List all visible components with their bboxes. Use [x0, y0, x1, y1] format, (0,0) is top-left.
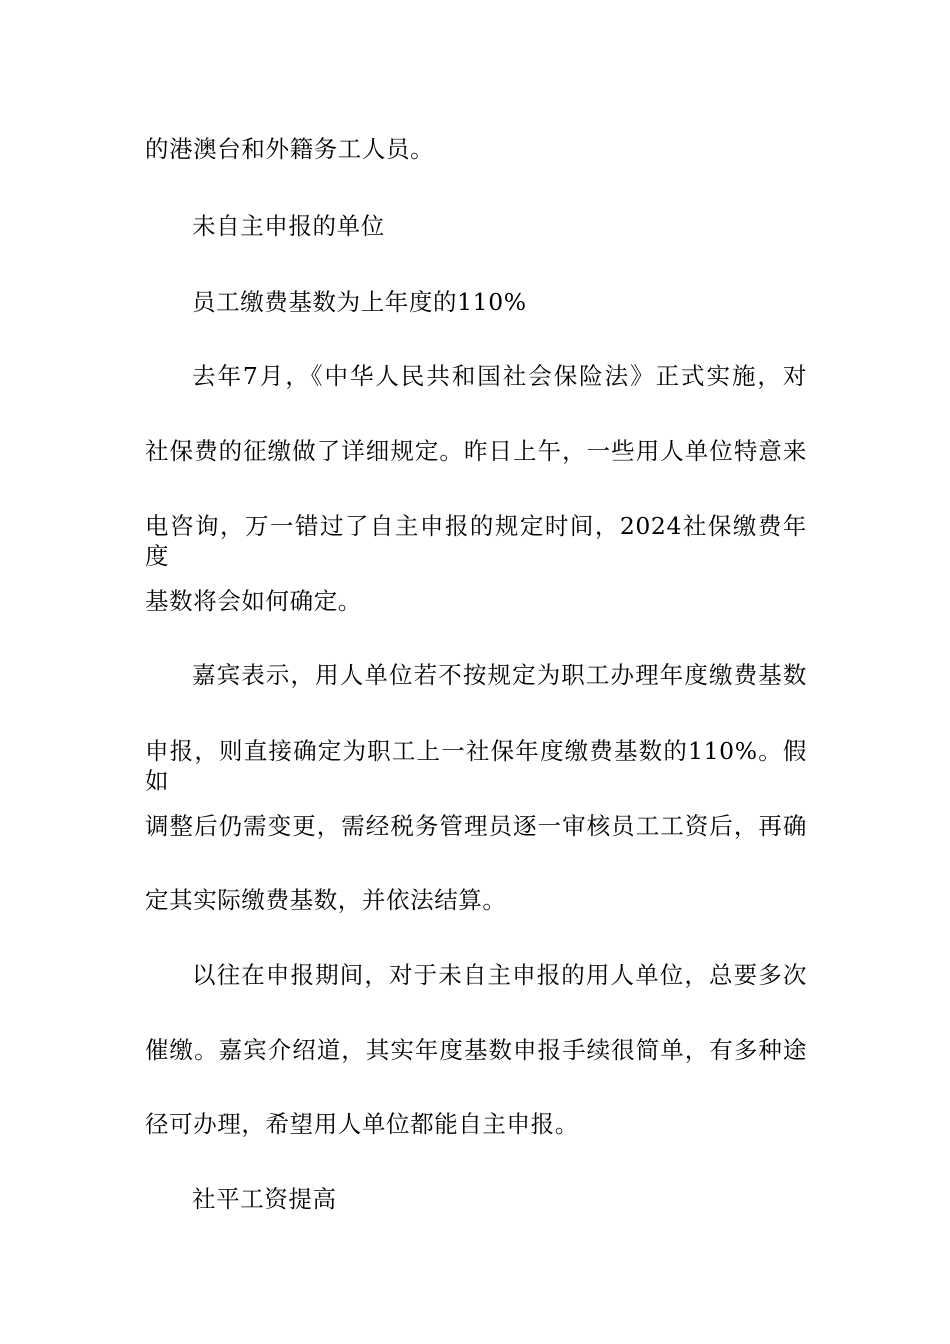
paragraph-line: 嘉宾表示，用人单位若不按规定为职工办理年度缴费基数 [192, 661, 807, 689]
paragraph-line: 社保费的征缴做了详细规定。昨日上午，一些用人单位特意来 [145, 437, 807, 465]
paragraph-line: 催缴。嘉宾介绍道，其实年度基数申报手续很简单，有多种途 [145, 1036, 807, 1064]
paragraph-line: 径可办理，希望用人单位都能自主申报。 [145, 1110, 579, 1138]
paragraph-line: 基数将会如何确定。 [145, 587, 362, 615]
section-heading: 未自主申报的单位 [192, 212, 385, 240]
paragraph-line: 的港澳台和外籍务工人员。 [145, 135, 435, 163]
section-subheading: 员工缴费基数为上年度的110% [192, 288, 527, 316]
paragraph-line: 电咨询，万一错过了自主申报的规定时间，2024社保缴费年度 [145, 512, 807, 570]
paragraph-line: 以往在申报期间，对于未自主申报的用人单位，总要多次 [192, 961, 807, 989]
paragraph-line: 调整后仍需变更，需经税务管理员逐一审核员工工资后，再确 [145, 812, 807, 840]
paragraph-line: 定其实际缴费基数，并依法结算。 [145, 886, 507, 914]
section-heading: 社平工资提高 [192, 1185, 337, 1213]
paragraph-line: 去年7月，《中华人民共和国社会保险法》正式实施，对 [192, 362, 807, 390]
paragraph-line: 申报，则直接确定为职工上一社保年度缴费基数的110%。假如 [145, 737, 807, 795]
